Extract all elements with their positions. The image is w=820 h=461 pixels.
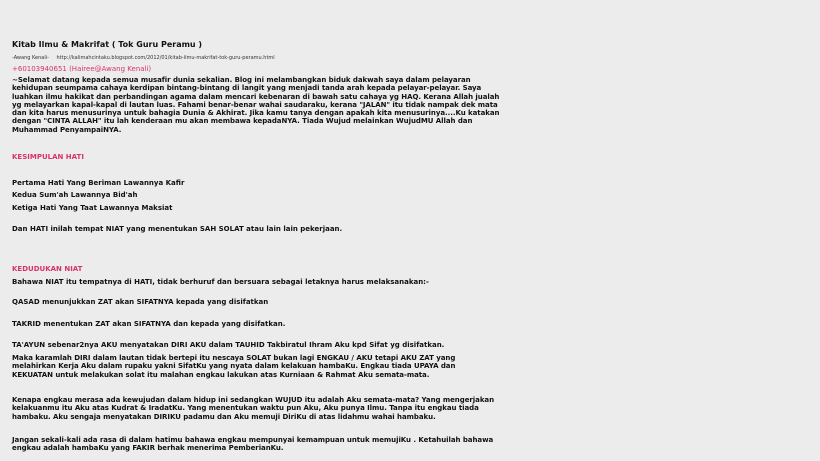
kedudukan-line: QASAD menunjukkan ZAT akan SIFATNYA kepada yang disifatkan	[12, 298, 269, 306]
body-paragraph: Maka karamlah DIRI dalam lautan tidak bertepi itu nescaya SOLAT bukan lagi ENGKAU / AKU tetapi AKU ZAT yang melahirkan Kerja Aku dalam rupaku yakni SifatKu yang nyata dalam kelakuan hambaKu. Engkau tiada UPAYA dan KEKUATAN untuk melakukan solat itu malahan engkau lakukan atas Kurniaan & Rahmat Aku semata-mata.	[12, 354, 456, 379]
kesimpulan-item: Kedua Sum'ah Lawannya Bid'ah	[12, 191, 138, 199]
kesimpulan-item: Pertama Hati Yang Beriman Lawannya Kafir	[12, 179, 185, 187]
source-link[interactable]: http://kalimahcintaku.blogspot.com/2012/01/kitab-ilmu-makrifat-tok-guru-peramu.html	[56, 55, 275, 61]
byline	[12, 55, 275, 61]
kedudukan-line: TAKRID menentukan ZAT akan SIFATNYA dan kepada yang disifatkan.	[12, 320, 286, 328]
body-paragraph: Kenapa engkau merasa ada kewujudan dalam hidup ini sedangkan WUJUD itu adalah Aku semata-mata? Yang mengerjakan kelakuanmu itu Aku atas Kudrat & IradatKu. Yang menentukan waktu pun Aku, Aku punya Ilmu. Tanpa itu engkau tiada hambaku. Aku sengaja menyatakan DIRIKU padamu dan Aku memuji DiriKu di atas lidahmu wahai hambaku.	[12, 396, 495, 421]
kesimpulan-summary: Dan HATI inilah tempat NIAT yang menentukan SAH SOLAT atau lain lain pekerjaan.	[12, 225, 343, 233]
intro-paragraph: ~Selamat datang kepada semua musafir dunia sekalian. Blog ini melambangkan biduk dakwah saya dalam pelayaran kehidupan seumpama cahaya kerdipan bintang-bintang di langit yang menjadi tanda arah kepada pelayar-pelayar. Saya luahkan ilmu hakikat dan perbandingan agama dalam mencari kebenaran di bawah satu cahaya yg HAQ. Kerana Allah jualah yg melayarkan kapal-kapal di lautan luas. Fahami benar-benar wahai saudaraku, kerana "JALAN" itu tidak nampak dek mata dan kita harus menusurinya untuk bahagia Dunia & Akhirat. Jika kamu tanya dengan apakah kita menusurinya....Ku katakan dengan "CINTA ALLAH" itu lah kenderaan mu akan membawa kepadaNYA. Tiada Wujud melainkan WujudMU Allah dan Muhammad PenyampaiNYA.	[12, 76, 500, 134]
kedudukan-line: TA'AYUN sebenar2nya AKU menyatakan DIRI AKU dalam TAUHID Takbiratul Ihram Aku kpd Sifat yg disifatkan.	[12, 341, 445, 349]
post-title: Kitab Ilmu & Makrifat ( Tok Guru Peramu )	[12, 40, 203, 49]
body-paragraph: Jangan sekali-kali ada rasa di dalam hatimu bahawa engkau mempunyai kemampuan untuk memujiKu . Ketahuilah bahawa engkau adalah hambaKu yang FAKIR berhak menerima PemberianKu.	[12, 436, 494, 453]
kedudukan-line: Bahawa NIAT itu tempatnya di HATI, tidak berhuruf dan bersuara sebagai letaknya harus melaksanakan:-	[12, 278, 429, 286]
contact-phone: +60103940651 (Hairee@Awang Kenali)	[12, 65, 152, 73]
section-heading-kedudukan: KEDUDUKAN NIAT	[12, 265, 83, 273]
section-heading-kesimpulan: KESIMPULAN HATI	[12, 153, 84, 161]
kesimpulan-item: Ketiga Hati Yang Taat Lawannya Maksiat	[12, 204, 173, 212]
author-name: -Awang Kenali-	[12, 55, 49, 61]
